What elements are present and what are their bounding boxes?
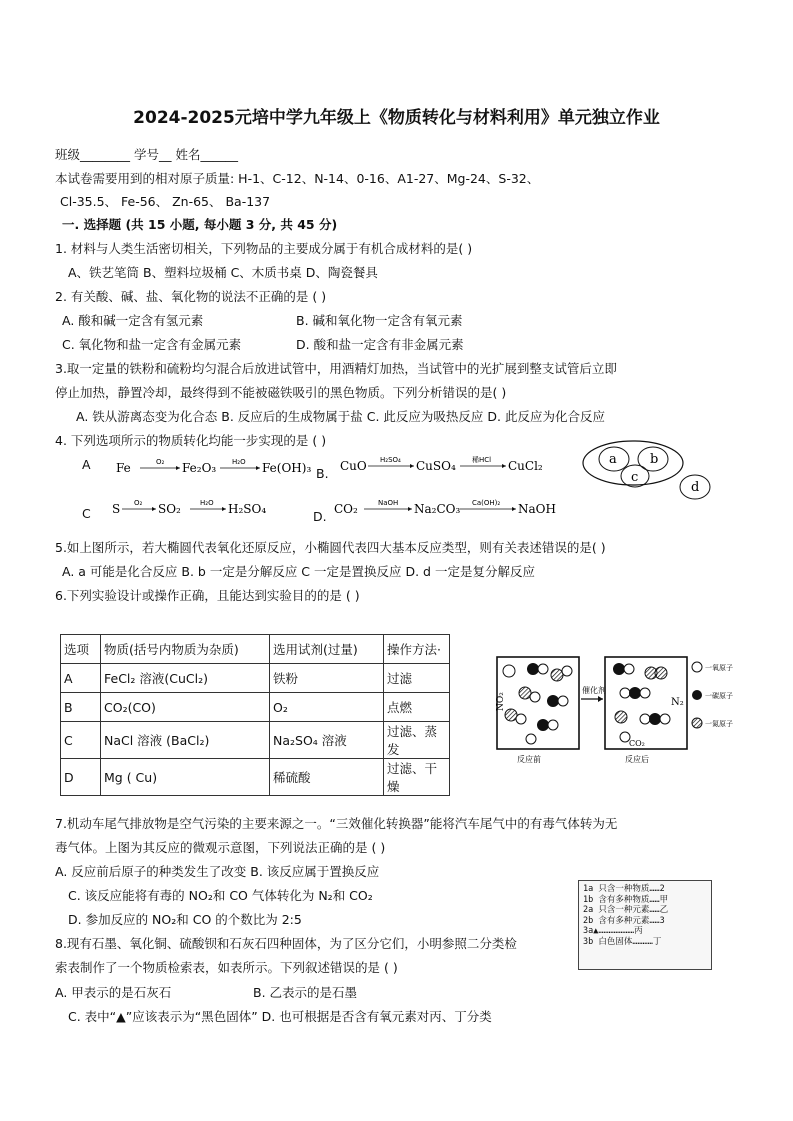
chain-d-reagent-2: Ca(OH)₂	[472, 499, 501, 507]
chain-a-species-3: Fe(OH)₃	[262, 461, 312, 475]
before-caption: 反应前	[517, 755, 541, 764]
table-cell: 过滤	[384, 664, 450, 693]
chain-b-species-2: CuSO₄	[416, 459, 456, 473]
student-info-line: 班级________ 学号__ 姓名______	[55, 147, 238, 162]
q7-line-2: 毒气体。上图为其反应的微观示意图，下列说法正确的是 ( )	[55, 840, 386, 855]
legend	[692, 662, 733, 728]
chain-b-reagent-1: H₂SO₄	[380, 456, 401, 464]
table-cell: Mg ( Cu)	[101, 759, 270, 796]
q8-line-2: 索表制作了一个物质检索表，如表所示。下列叙述错误的是 ( )	[55, 960, 398, 975]
q3-options: A. 铁从游离态变为化合态 B. 反应后的生成物属于盐 C. 此反应为吸热反应 D. 此反应为化合反应	[76, 409, 605, 424]
q4-chain-d	[330, 496, 570, 522]
table-cell: 过滤、蒸发	[384, 722, 450, 759]
table-cell: Na₂SO₄ 溶液	[270, 722, 384, 759]
label-c: c	[631, 470, 639, 485]
atomic-mass-line-2: Cl-35.5、 Fe-56、 Zn-65、 Ba-137	[60, 194, 271, 209]
chain-b-species-1: CuO	[340, 459, 367, 473]
chain-b-species-3: CuCl₂	[508, 459, 543, 473]
chain-c-species-3: H₂SO₄	[228, 502, 267, 516]
table-header-row	[61, 635, 450, 664]
chain-d-species-1: CO₂	[334, 502, 358, 516]
page-title: 2024-2025元培中学九年级上《物质转化与材料利用》单元独立作业	[133, 108, 660, 128]
table-header: 物质(括号内物质为杂质)	[101, 635, 270, 664]
q8-option-b: B. 乙表示的是石墨	[253, 985, 358, 1000]
table-cell: 过滤、干燥	[384, 759, 450, 796]
label-a: a	[609, 452, 617, 467]
q2-option-a: A. 酸和碱一定含有氢元素	[62, 313, 204, 328]
q5-options: A. a 可能是化合反应 B. b 一定是分解反应 C 一定是置换反应 D. d 一定是复分解反应	[62, 564, 535, 579]
co2-label: CO₂	[629, 739, 645, 748]
key-line: 1a 只含一种物质……2	[583, 884, 665, 894]
q2-stem: 2. 有关酸、碱、盐、氧化物的说法不正确的是 ( )	[55, 289, 327, 304]
q4-option-d-label: D.	[313, 509, 327, 524]
reaction-diagram	[495, 653, 735, 769]
after-caption: 反应后	[625, 755, 649, 764]
table-header: 操作方法·	[384, 635, 450, 664]
q3-line-1: 3.取一定量的铁粉和硫粉均匀混合后放进试管中，用酒精灯加热，当试管中的光扩展到整支试管后立即	[55, 361, 617, 376]
legend-carbon: 一碳原子	[705, 692, 733, 700]
q4-option-a-label: A	[82, 457, 91, 472]
svg-text:NO₂: NO₂	[496, 692, 506, 711]
table-cell: C	[61, 722, 101, 759]
table-cell: D	[61, 759, 101, 796]
q6-options-table	[60, 634, 450, 796]
table-cell: FeCl₂ 溶液(CuCl₂)	[101, 664, 270, 693]
chain-d-species-3: NaOH	[518, 502, 556, 516]
table-cell: O₂	[270, 693, 384, 722]
q2-option-b: B. 碱和氧化物一定含有氧元素	[296, 313, 463, 328]
q7-line-1: 7.机动车尾气排放物是空气污染的主要来源之一。“三效催化转换器”能将汽车尾气中的有毒气体转为无	[55, 816, 618, 831]
chain-c-species-2: SO₂	[158, 502, 181, 516]
chain-d-species-2: Na₂CO₃	[414, 502, 461, 516]
q3-line-2: 停止加热，静置冷却，最终得到不能被磁铁吸引的黑色物质。下列分析错误的是( )	[55, 385, 507, 400]
key-line: 3a▲…………………丙	[583, 926, 643, 936]
n2-label: N₂	[671, 697, 684, 708]
q6-stem: 6.下列实验设计或操作正确，且能达到实验目的的是 ( )	[55, 588, 360, 603]
chain-b-reagent-2: 稀HCl	[472, 456, 492, 464]
chain-d-reagent-1: NaOH	[378, 499, 399, 507]
table-header: 选用试剂(过量)	[270, 635, 384, 664]
table-row	[61, 664, 450, 693]
label-b: b	[650, 452, 659, 467]
q2-option-c: C. 氧化物和盐一定含有金属元素	[62, 337, 242, 352]
q1-options: A、铁艺笔筒 B、塑料垃圾桶 C、木质书桌 D、陶瓷餐具	[68, 265, 378, 280]
q8-option-a: A. 甲表示的是石灰石	[55, 985, 172, 1000]
q4-option-b-label: B.	[316, 466, 329, 481]
table-cell: A	[61, 664, 101, 693]
table-header: 选项	[61, 635, 101, 664]
table-cell: CO₂(CO)	[101, 693, 270, 722]
classification-key	[578, 880, 712, 970]
label-d: d	[691, 480, 700, 495]
legend-oxygen: 一氧原子	[705, 664, 733, 672]
q7-option-c: C. 该反应能将有毒的 NO₂和 CO 气体转化为 N₂和 CO₂	[68, 888, 373, 903]
q4-chain-c	[108, 496, 288, 522]
table-row	[61, 722, 450, 759]
chain-a-reagent-2: H₂O	[232, 458, 246, 466]
chain-c-species-1: S	[112, 502, 121, 516]
q4-chain-b	[336, 453, 556, 479]
chain-c-reagent-2: H₂O	[200, 499, 214, 507]
q4-stem: 4. 下列选项所示的物质转化均能一步实现的是 ( )	[55, 433, 327, 448]
q4-chain-a	[112, 455, 312, 481]
ellipse-diagram	[580, 438, 720, 504]
q2-option-d: D. 酸和盐一定含有非金属元素	[296, 337, 464, 352]
table-cell: 点燃	[384, 693, 450, 722]
q8-option-cd: C. 表中“▲”应该表示为“黑色固体” D. 也可根据是否含有氧元素对丙、丁分类	[68, 1009, 492, 1024]
q4-option-c-label: C	[82, 506, 91, 521]
q8-line-1: 8.现有石墨、氧化铜、硫酸钡和石灰石四种固体，为了区分它们，小明参照二分类检	[55, 936, 517, 951]
key-line: 2b 含有多种元素……3	[583, 915, 665, 926]
legend-nitrogen: 一氮原子	[705, 720, 733, 728]
section-heading: 一. 选择题 (共 15 小题, 每小题 3 分, 共 45 分)	[62, 217, 338, 232]
q5-stem: 5.如上图所示，若大椭圆代表氧化还原反应，小椭圆代表四大基本反应类型，则有关表述错误的是( )	[55, 540, 606, 555]
chain-a-species-2: Fe₂O₃	[182, 461, 217, 475]
q7-option-d: D. 参加反应的 NO₂和 CO 的个数比为 2:5	[68, 912, 302, 927]
key-line: 1b 含有多种物质……甲	[583, 894, 669, 905]
chain-a-species-1: Fe	[116, 461, 131, 475]
table-cell: NaCl 溶液 (BaCl₂)	[101, 722, 270, 759]
atomic-mass-line-1: 本试卷需要用到的相对原子质量: H-1、C-12、N-14、0-16、A1-27、Mg-24、S-32、	[55, 171, 540, 186]
q1-stem: 1. 材料与人类生活密切相关，下列物品的主要成分属于有机合成材料的是( )	[55, 241, 473, 256]
key-line: 3b 白色固体…………丁	[583, 936, 662, 947]
q7-option-ab: A. 反应前后原子的种类发生了改变 B. 该反应属于置换反应	[55, 864, 380, 879]
chain-c-reagent-1: O₂	[134, 499, 143, 507]
table-cell: B	[61, 693, 101, 722]
chain-a-reagent-1: O₂	[156, 458, 165, 466]
table-cell: 稀硫酸	[270, 759, 384, 796]
table-cell: 铁粉	[270, 664, 384, 693]
key-line: 2a 只含一种元素……乙	[583, 905, 669, 915]
table-row	[61, 759, 450, 796]
catalyst-label: 催化剂	[582, 686, 606, 695]
table-row	[61, 693, 450, 722]
